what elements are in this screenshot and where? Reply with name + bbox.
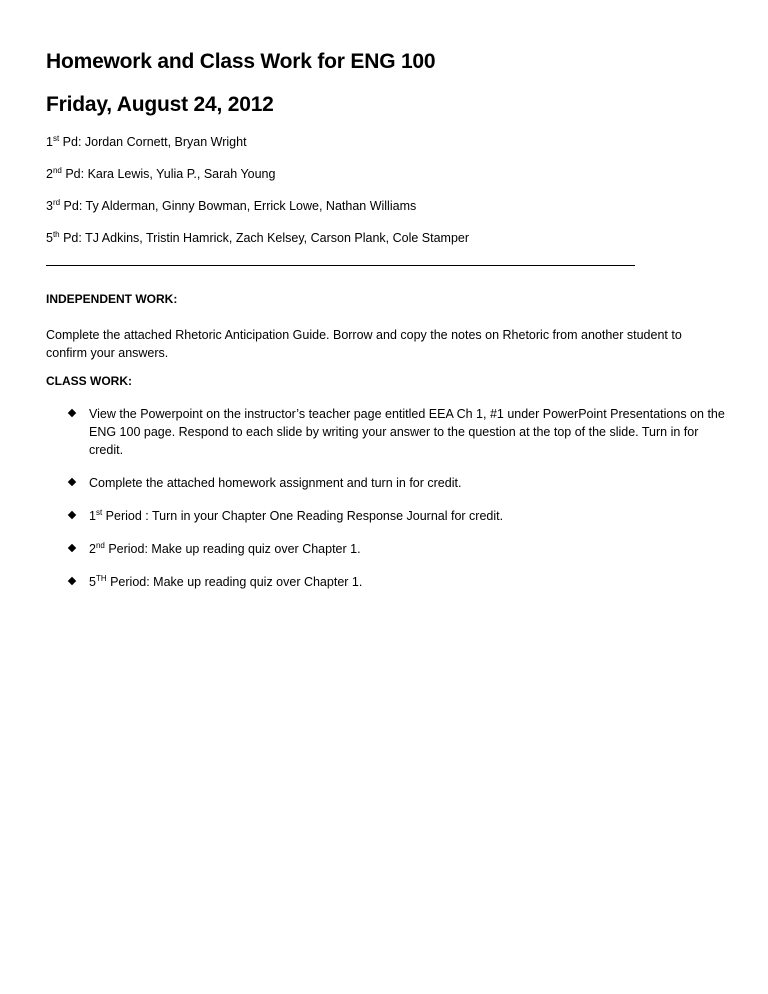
class-work-item-1	[68, 405, 728, 459]
class-work-item-2	[68, 474, 728, 492]
class-work-item-4	[68, 540, 728, 558]
item-suffix: TH	[95, 573, 107, 583]
presenter-line-1	[46, 134, 247, 150]
independent-work-text: Complete the attached Rhetoric Anticipation Guide. Borrow and copy the notes on Rhetoric from another student to confirm your answers.	[46, 328, 682, 360]
period-suffix: rd	[52, 197, 61, 207]
period-number: 5	[46, 231, 53, 245]
item-text: Period: Make up reading quiz over Chapter 1.	[104, 542, 361, 556]
presenter-names: Pd: Jordan Cornett, Bryan Wright	[59, 135, 247, 149]
item-number: 2	[89, 542, 96, 556]
period-suffix: nd	[52, 165, 62, 175]
item-text: Period : Turn in your Chapter One Reading Response Journal for credit.	[102, 509, 504, 523]
independent-work-heading: INDEPENDENT WORK:	[46, 292, 178, 306]
item-text: View the Powerpoint on the instructor’s teacher page entitled EEA Ch 1, #1 under PowerPoint Presentations on the ENG 100 page. Respond to each slide by writing your answer to the question at the top of the slide. Turn in for credit.	[89, 407, 725, 457]
presenter-line-2	[46, 166, 275, 182]
document-date: Friday, August 24, 2012	[46, 93, 274, 116]
diamond-bullet-icon	[68, 478, 76, 486]
class-work-list	[68, 405, 728, 606]
class-work-heading: CLASS WORK:	[46, 374, 132, 388]
document-title: Homework and Class Work for ENG 100	[46, 50, 436, 73]
class-work-item-3	[68, 507, 728, 525]
period-number: 1	[46, 135, 53, 149]
presenter-names: Pd: TJ Adkins, Tristin Hamrick, Zach Kelsey, Carson Plank, Cole Stamper	[59, 231, 470, 245]
period-number: 3	[46, 199, 53, 213]
item-number: 1	[89, 509, 96, 523]
presenter-line-3	[46, 198, 416, 214]
presenter-line-4	[46, 230, 469, 246]
diamond-bullet-icon	[68, 544, 76, 552]
period-suffix: st	[52, 133, 60, 143]
diamond-bullet-icon	[68, 409, 76, 417]
diamond-bullet-icon	[68, 577, 76, 585]
item-text: Period: Make up reading quiz over Chapter 1.	[106, 575, 363, 589]
item-number: 5	[89, 575, 96, 589]
item-suffix: nd	[95, 540, 105, 550]
presenter-names: Pd: Kara Lewis, Yulia P., Sarah Young	[61, 167, 276, 181]
item-text: Complete the attached homework assignment and turn in for credit.	[89, 476, 462, 490]
period-number: 2	[46, 167, 53, 181]
diamond-bullet-icon	[68, 511, 76, 519]
presenter-names: Pd: Ty Alderman, Ginny Bowman, Errick Lowe, Nathan Williams	[60, 199, 417, 213]
horizontal-divider	[46, 265, 635, 266]
class-work-item-5	[68, 573, 728, 591]
item-suffix: st	[95, 507, 103, 517]
period-suffix: th	[52, 229, 60, 239]
